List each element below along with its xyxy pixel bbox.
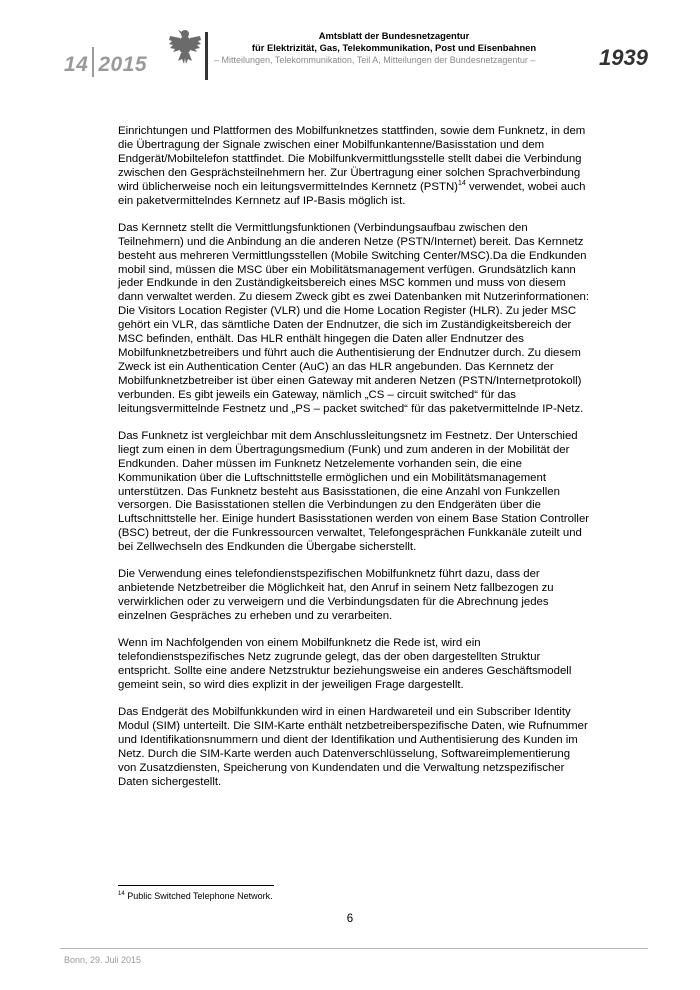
document-page-number: 6 — [346, 913, 354, 925]
paragraph-4: Die Verwendung eines telefondienstspezifischen Mobilfunknetz führt dazu, dass der anbietende Netzbetreiber die Möglichkeit hat, den Anruf in seinem Netz fallbezogen zu verwirklichen oder zu verweigern und die Verbindungsdaten für die Abrechnung jedes einzelnen Gespräches zu erheben und zu verarbeiten. — [118, 568, 554, 623]
footnote-reference: 14 — [457, 179, 466, 187]
journal-page-number: 1939 — [599, 45, 648, 70]
paragraph-1-part-b: verwendet, wobei auch ein paketvermittelndes Kernnetz auf IP-Basis möglich ist. — [118, 180, 586, 207]
footer-date: Bonn, 29. Juli 2015 — [64, 955, 142, 965]
journal-subtitle: – Mitteilungen, Telekommunikation, Teil A, Mitteilungen der Bundesnetzagentur – — [214, 55, 536, 65]
header-vertical-bar — [205, 32, 208, 80]
footer-divider — [60, 948, 648, 949]
issue-label — [64, 47, 147, 77]
issue-year: 2015 — [98, 53, 148, 76]
issue-separator — [92, 47, 94, 77]
paragraph-3: Das Funknetz ist vergleichbar mit dem Anschlussleitungsnetz im Festnetz. Der Unterschied liegt zum einen in dem Übertragungsmedium (Funk) und zum anderen in der Mobilität der Endkunden. Daher müssen im Funknetz Netzelemente vorhanden sein, die eine Kommunikation über die Luftschnittstelle ermöglichen und ein Mobilitätsmanagement unterstützen. Das Funknetz besteht aus Basisstationen, die eine Anzahl von Funkzellen versorgen. Die Basisstationen stellen die Verbindungen zu den Endgeräten über die Luftschnittstelle her. Einige hundert Basisstationen werden von einem Base Station Controller (BSC) betreut, der die Funkressourcen verwaltet, Telefongesprächen Funkkanäle zuteilt und bei Zellwechseln des Endkunden die Übergabe sicherstellt. — [118, 429, 590, 554]
federal-eagle-icon — [168, 28, 202, 66]
paragraph-1 — [118, 125, 590, 208]
issue-number: 14 — [64, 53, 89, 76]
paragraph-5: Wenn im Nachfolgenden von einem Mobilfunknetz die Rede ist, wird ein telefondienstspezifisches Netz zugrunde gelegt, das der oben dargestellten Struktur entspricht. Sollte eine andere Netzstruktur beziehungsweise ein anderes Geschäftsmodell gemeint sein, so wird dies explizit in der jeweiligen Frage dargestellt. — [118, 637, 572, 692]
paragraph-2: Das Kernnetz stellt die Vermittlungsfunktionen (Verbindungsaufbau zwischen den Teilnehmern) und die Anbindung an die anderen Netze (PSTN/Internet) bereit. Das Kernnetz besteht aus mehreren Vermittlungsstellen (Mobile Switching Center/MSC).Da die Endkunden mobil sind, müssen die MSC über ein Mobilitätsmanagement verfügen. Grundsätzlich kann jeder Endkunde in den Zuständigkeitsbereich eines MSC kommen und muss von diesem dann verwaltet werden. Zu diesem Zweck gibt es zwei Datenbanken mit Nutzerinformationen: Die Visitors Location Register (VLR) und die Home Location Register (HLR). Zu jeder MSC gehört ein VLR, das sämtliche Daten der Endnutzer, die sich im Zuständigkeitsbereich der MSC befinden, enthält. Das HLR enthält hingegen die Daten aller Endnutzer des Mobilfunknetzbetreibers und führt auch die Authentisierung der Endnutzer durch. Zu diesem Zweck ist ein Authentication Center (AuC) an das HLR angebunden. Das Kernnetz der Mobilfunknetzbetreiber ist über einen Gateway mit anderen Netzen (PSTN/Internetprotokoll) verbunden. Es gibt jeweils ein Gateway, nämlich „CS – circuit switched“ für das leitungsvermittelnde Festnetz und „PS – packet switched“ für das paketvermittelnde IP-Netz. — [118, 221, 590, 415]
journal-title-line1: Amtsblatt der Bundesnetzagentur — [318, 30, 470, 41]
footnote — [118, 891, 273, 901]
paragraph-1-part-a: Einrichtungen und Plattformen des Mobilfunknetzes stattfinden, sowie dem Funknetz, in dem die Übertragung der Signale zwischen einer Mobilfunkantenne/Basisstation und dem Endgerät/Mobiltelefon stattfindet. Die Mobilfunkvermittlungsstelle stellt dabei die Verbindung zwischen den Gesprächsteilnehmern her. Zur Übertragung einer solchen Sprachverbindung wird üblicherweise noch ein leitungsvermitteIndes Kernnetz (PSTN) — [118, 125, 586, 193]
body-text — [118, 125, 590, 803]
journal-title — [214, 30, 574, 53]
journal-title-line2: für Elektrizität, Gas, Telekommunikation, Post und Eisenbahnen — [251, 41, 537, 53]
footnote-divider — [118, 885, 274, 886]
footnote-text: Public Switched Telephone Network. — [124, 891, 273, 901]
footnote-number: 14 — [118, 891, 125, 897]
paragraph-6: Das Endgerät des Mobilfunkkunden wird in einen Hardwareteil und ein Subscriber Identity Modul (SIM) unterteilt. Die SIM-Karte enthält netzbetreiberspezifische Daten, wie Rufnummer und Identifikationsnummern und dient der Identifikation und Authentisierung des Kunden im Netz. Durch die SIM-Karte werden auch Datenverschlüsselung, Softwareimplementierung von Zusatzdiensten, Speicherung von Kundendaten und die Verwaltung netzspezifischer Daten sichergestellt. — [118, 706, 588, 789]
